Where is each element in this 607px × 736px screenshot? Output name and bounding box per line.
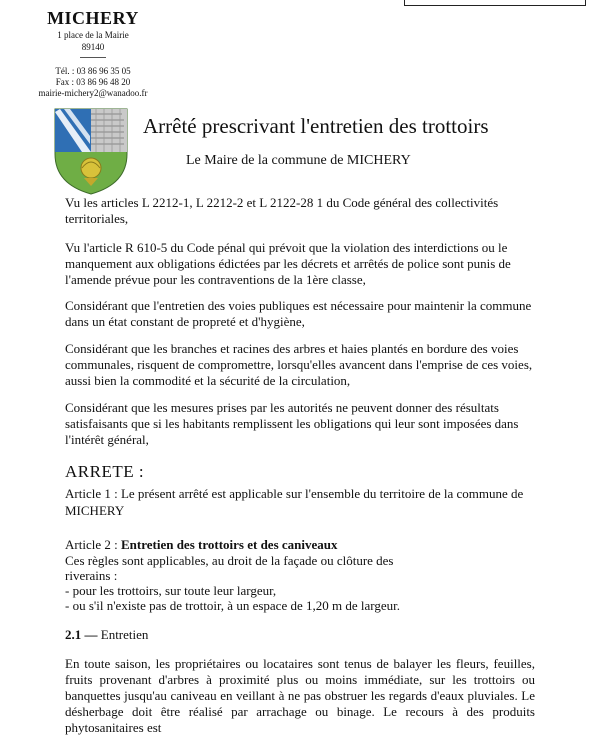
article-2-item-1: - pour les trottoirs, sur toute leur largeur, (65, 583, 277, 598)
article-2-intro: Ces règles sont applicables, au droit de la façade ou clôture des riverains : (65, 553, 394, 583)
article-1-label: Article 1 : (65, 486, 118, 501)
commune-name: MICHERY (47, 8, 139, 28)
considerant-5: Considérant que les mesures prises par les autorités ne peuvent donner des résultats satisfaisants que si les habitants remplissent les obligations qui leur sont imposées dans l'intérêt général, (65, 400, 519, 447)
top-border-box (404, 0, 586, 6)
article-2-title-line (65, 536, 535, 553)
mairie-email: mairie-michery2@wanadoo.fr (38, 88, 148, 98)
considerant-4: Considérant que les branches et racines des arbres et haies plantés en bordure des voies communales, risquent de compromettre, lorsqu'elles avancent dans l'emprise de ces voies, aussi bien la commodité et la sécurité de la circulation, (65, 341, 533, 388)
mairie-address: 1 place de la Mairie (57, 30, 129, 40)
mairie-header (30, 8, 156, 63)
section-2-1-title: Entretien (100, 627, 149, 642)
document-subtitle: Le Maire de la commune de MICHERY (186, 153, 411, 168)
mairie-tel: Tél. : 03 86 96 35 05 (55, 66, 131, 76)
considerant-3: Considérant que l'entretien des voies publiques est nécessaire pour maintenir la commune dans un état constant de propreté et d'hygiène, (65, 298, 532, 329)
header-separator (80, 57, 106, 58)
mairie-contact (30, 66, 156, 99)
considerant-2: Vu l'article R 610-5 du Code pénal qui prévoit que la violation des interdictions ou le manquement aux obligations édictées par les décrets et arrêtés de police sont punis de l'amende prévue pour les contraventions de la 1ère classe, (65, 240, 511, 287)
document-title: Arrêté prescrivant l'entretien des trottoirs (143, 114, 489, 138)
section-2-1-dash: — (84, 627, 98, 642)
article-1-text: Le présent arrêté est applicable sur l'ensemble du territoire de la commune de MICHERY (65, 486, 524, 518)
section-2-1-heading (65, 627, 148, 643)
mairie-postcode: 89140 (81, 42, 105, 52)
coat-of-arms-icon (52, 106, 130, 196)
considerant-1: Vu les articles L 2212-1, L 2212-2 et L 2122-28 1 du Code général des collectivités territoriales, (65, 195, 499, 226)
article-2-item-2: - ou s'il n'existe pas de trottoir, à un espace de 1,20 m de largeur. (65, 598, 400, 613)
article-2 (65, 536, 535, 613)
article-1 (65, 485, 535, 519)
section-2-1-number: 2.1 (65, 627, 82, 642)
section-2-1-text: En toute saison, les propriétaires ou locataires sont tenus de balayer les fleurs, feuilles, fruits provenant d'arbres à proximité plus ou moins immédiate, sur les trottoirs ou banquettes jusqu'au caniveau en veillant à ne pas obstruer les regards d'eaux pluviales. Le désherbage doit être réalisé par arrachage ou binage. Le recours à des produits phytosanitaires est (65, 656, 535, 735)
arrete-heading: ARRETE : (65, 462, 145, 481)
article-2-label: Article 2 : (65, 537, 118, 552)
mairie-fax: Fax : 03 86 96 48 20 (55, 77, 131, 87)
article-2-heading: Entretien des trottoirs et des caniveaux (120, 537, 338, 552)
